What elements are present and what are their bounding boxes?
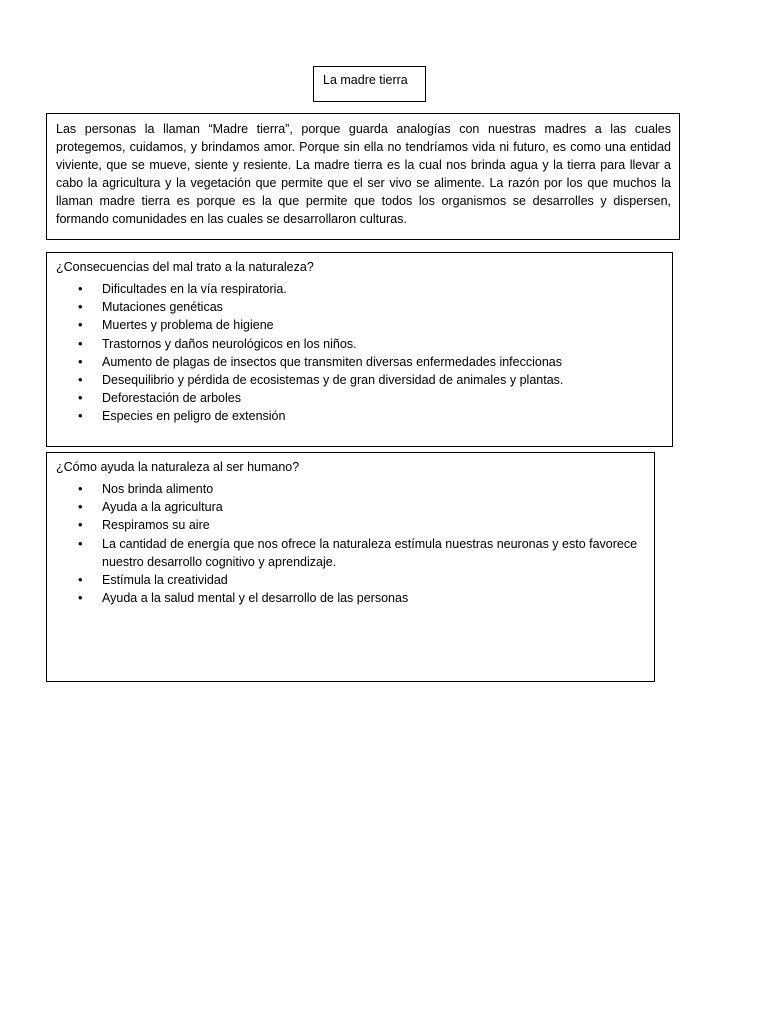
list-item-text: Muertes y problema de higiene: [102, 318, 274, 333]
bullet-icon: •: [78, 372, 83, 388]
list-item: [56, 298, 664, 316]
list-item: [56, 571, 646, 589]
list-item: [56, 335, 664, 353]
list-item-text: Aumento de plagas de insectos que transmiten diversas enfermedades infeccionas: [102, 354, 562, 369]
bullet-icon: •: [78, 281, 83, 296]
list-item-text: Especies en peligro de extensión: [102, 409, 286, 424]
bullet-icon: •: [78, 408, 83, 424]
list-item: [56, 535, 646, 571]
help-list: [56, 480, 646, 607]
bullet-icon: •: [78, 572, 83, 588]
list-item: [56, 280, 664, 298]
bullet-icon: •: [78, 353, 83, 369]
list-item-text: Dificultades en la vía respiratoria.: [102, 282, 287, 296]
bullet-icon: •: [78, 535, 83, 551]
list-item: [56, 589, 646, 607]
list-item-text: Mutaciones genéticas: [102, 300, 223, 315]
list-item-text: Trastornos y daños neurológicos en los niños.: [102, 336, 357, 351]
list-item-text: Deforestación de arboles: [102, 391, 241, 406]
list-item-text: Nos brinda alimento: [102, 482, 214, 496]
bullet-icon: •: [78, 390, 83, 406]
list-item: [56, 480, 646, 498]
list-item-text: Respiramos su aire: [102, 518, 210, 533]
page-title: La madre tierra: [323, 73, 408, 87]
list-item-text: La cantidad de energía que nos ofrece la naturaleza estímula nuestras neuronas y esto favorece nuestro desarrollo cognitivo y aprendizaje.: [102, 536, 638, 569]
list-item: [56, 371, 664, 389]
list-item: [56, 389, 664, 407]
title-box: [313, 66, 426, 102]
bullet-icon: •: [78, 335, 83, 351]
bullet-icon: •: [78, 317, 83, 333]
consequences-question: ¿Consecuencias del mal trato a la naturaleza?: [56, 260, 314, 274]
consequences-list: [56, 280, 664, 426]
consequences-box: [46, 252, 673, 447]
intro-paragraph: Las personas la llaman “Madre tierra”, porque guarda analogías con nuestras madres a las cuales protegemos, cuidamos, y brindamos amor. Porque sin ella no tendríamos vida ni futuro, es como una entidad viviente, que se mueve, siente y resiente. La madre tierra es la cual nos brinda agua y la tierra para llevar a cabo la agricultura y la vegetación que permite que el ser vivo se alimente. La razón por los que muchos la llaman madre tierra es porque es la que permite que todos los organismos se desarrolles y dispersen, formando comunidades en las cuales se desarrollaron culturas.: [56, 122, 671, 226]
list-item-text: Ayuda a la agricultura: [102, 500, 223, 515]
list-item: [56, 498, 646, 516]
bullet-icon: •: [78, 481, 83, 496]
list-item: [56, 316, 664, 334]
list-item: [56, 516, 646, 534]
intro-box: [46, 113, 680, 240]
list-item: [56, 407, 664, 425]
list-item-text: Estímula la creatividad: [102, 573, 228, 588]
help-question: ¿Cómo ayuda la naturaleza al ser humano?: [56, 460, 300, 474]
list-item-text: Desequilibrio y pérdida de ecosistemas y de gran diversidad de animales y plantas.: [102, 373, 564, 388]
list-item-text: Ayuda a la salud mental y el desarrollo de las personas: [102, 591, 409, 606]
bullet-icon: •: [78, 590, 83, 606]
bullet-icon: •: [78, 499, 83, 515]
bullet-icon: •: [78, 299, 83, 315]
bullet-icon: •: [78, 517, 83, 533]
help-box: [46, 452, 655, 682]
list-item: [56, 353, 664, 371]
